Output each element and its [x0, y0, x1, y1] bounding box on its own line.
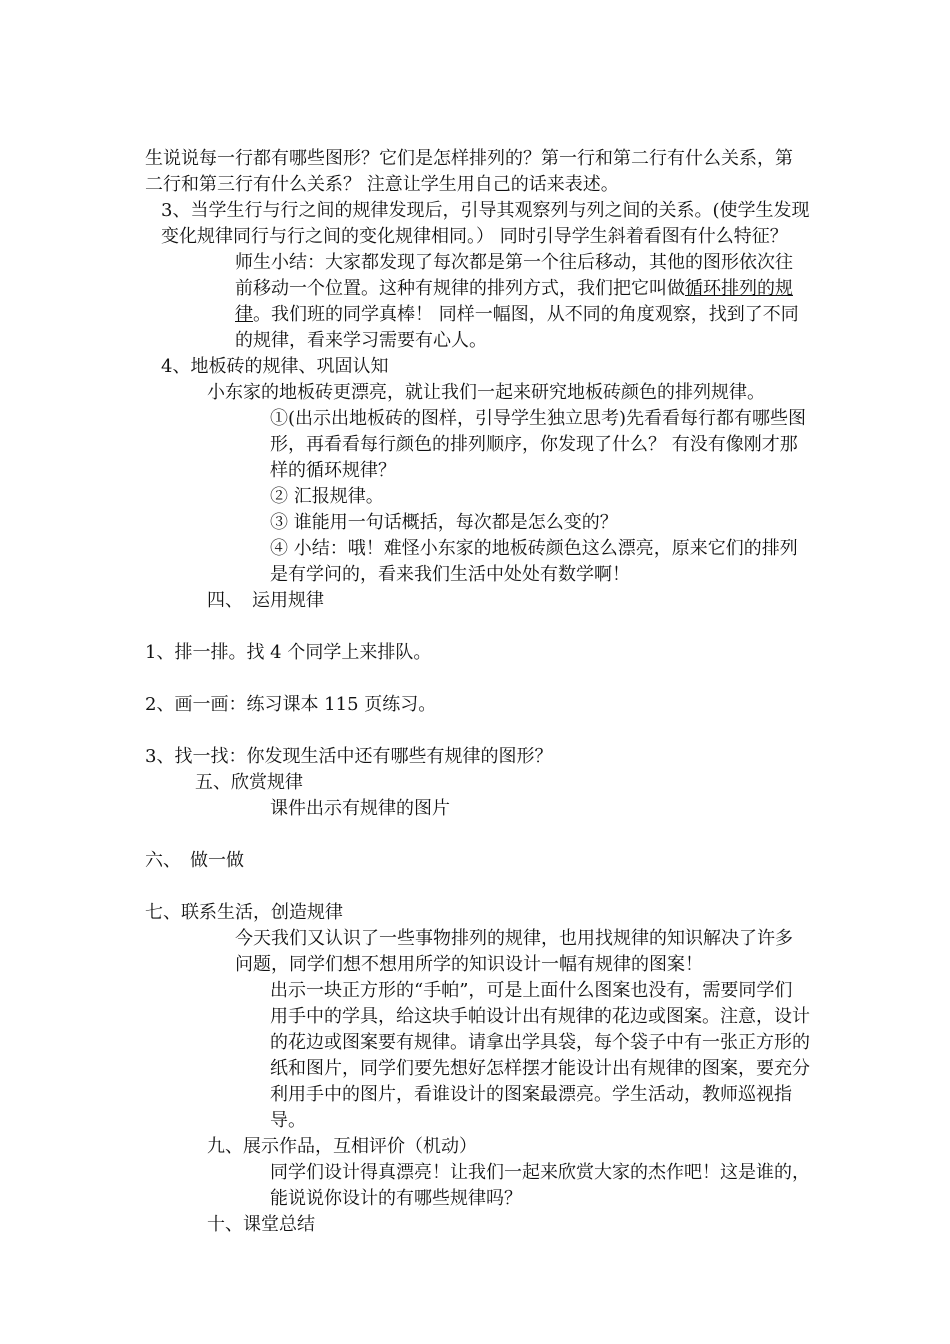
- blank-line: [145, 614, 810, 640]
- paragraph-column-relation: 3、当学生行与行之间的规律发现后，引导其观察列与列之间的关系。(使学生发现变化规律同行与行之间的变化规律相同。） 同时引导学生斜着看图有什么特征？: [161, 200, 810, 247]
- summary-text-b: 。我们班的同学真棒！ 同样一幅图，从不同的角度观察，找到了不同的规律，看来学习需要有心人。: [235, 304, 799, 351]
- heading-section-9: 九、展示作品，互相评价（机动）: [207, 1136, 477, 1157]
- paragraph-row-observation: 生说说每一行都有哪些图形？它们是怎样排列的？第一行和第二行有什么关系，第二行和第三行有什么关系？ 注意让学生用自己的话来表述。: [145, 148, 793, 195]
- paragraph-summary: [145, 250, 810, 354]
- heading-section-6: 六、 做一做: [145, 850, 244, 871]
- blank-line: [145, 822, 810, 848]
- exercise-1: 1、排一排。找 4 个同学上来排队。: [145, 642, 432, 663]
- exercise-3: 3、找一找：你发现生活中还有哪些有规律的图形？: [145, 746, 553, 767]
- paragraph-step-1: ①(出示出地板砖的图样，引导学生独立思考)先看看每行都有哪些图形，再看看每行颜色的排列顺序，你发现了什么？ 有没有像刚才那样的循环规律？: [270, 408, 807, 481]
- heading-section-4: 四、 运用规律: [207, 590, 324, 611]
- paragraph-step-4: ④ 小结：哦！难怪小东家的地板砖颜色这么漂亮，原来它们的排列是有学问的，看来我们生活中处处有数学啊！: [270, 538, 798, 585]
- blank-line: [145, 666, 810, 692]
- blank-line: [145, 718, 810, 744]
- blank-line: [145, 874, 810, 900]
- summary-text-a: 师生小结：大家都发现了每次都是第一个往后移动，其他的图形依次往前移动一个位置。这种有规律的排列方式，我们把它叫做: [235, 252, 793, 299]
- document-page: [145, 146, 810, 1238]
- exercise-2: 2、画一画：练习课本 115 页练习。: [145, 694, 437, 715]
- heading-section-10: 十、课堂总结: [207, 1214, 315, 1235]
- heading-section-5: 五、欣赏规律: [195, 772, 303, 793]
- paragraph-create-intro: 今天我们又认识了一些事物排列的规律，也用找规律的知识解决了许多问题，同学们想不想用所学的知识设计一幅有规律的图案！: [235, 928, 793, 975]
- heading-section-7: 七、联系生活，创造规律: [145, 902, 343, 923]
- paragraph-floor-tiles-intro: 小东家的地板砖更漂亮，就让我们一起来研究地板砖颜色的排列规律。: [207, 382, 765, 403]
- heading-floor-tiles: 4、地板砖的规律、巩固认知: [161, 356, 389, 377]
- paragraph-handkerchief-activity: 出示一块正方形的“手帕”，可是上面什么图案也没有，需要同学们用手中的学具，给这块手帕设计出有规律的花边或图案。注意，设计的花边或图案要有规律。请拿出学具袋，每个袋子中有一张正方形的纸和图片，同学们要先想好怎样摆才能设计出有规律的图案，要充分利用手中的图片，看谁设计的图案最漂亮。学生活动，教师巡视指导。: [270, 980, 810, 1131]
- paragraph-appreciate-works: 同学们设计得真漂亮！让我们一起来欣赏大家的杰作吧！这是谁的，能说说你设计的有哪些规律吗？: [270, 1162, 810, 1209]
- paragraph-step-3: ③ 谁能用一句话概括，每次都是怎么变的？: [270, 512, 618, 533]
- summary-underlined-term: 循环排列的规律: [235, 278, 793, 325]
- paragraph-step-2: ② 汇报规律。: [270, 486, 384, 507]
- paragraph-courseware: 课件出示有规律的图片: [270, 798, 450, 819]
